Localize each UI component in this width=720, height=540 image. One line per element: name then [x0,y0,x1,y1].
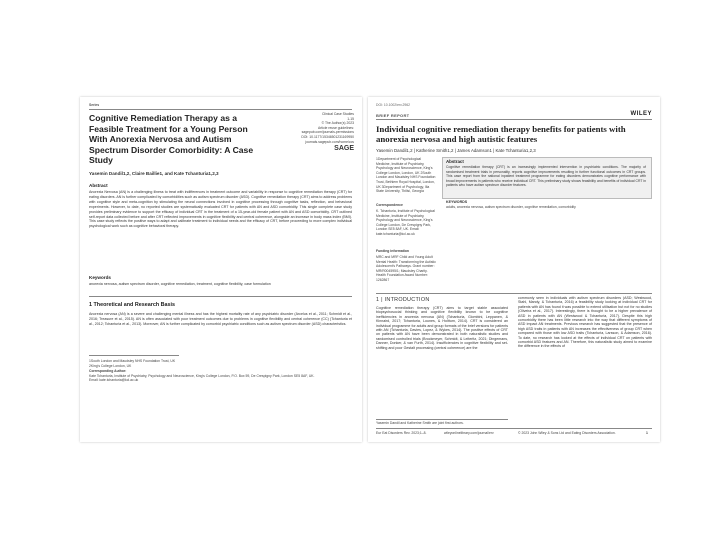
right-article-title: Individual cognitive remediation therapy benefits for patients with anorexia nervosa and high autistic features [376,124,626,145]
affiliation-line: 1South London and Maudsley NHS Foundation Trust, UK [89,359,176,363]
left-section-text: Anorexia nervosa (AN) is a severe and challenging mental illness and has the highest mortality rate of any psychiatric disorder (Arcelus et al., 2011; Schmidt et al., 2016; Treasure et al., 2015). AN is often associated with poor treatment outcomes due to problems in cognitive flexibility and central coherence (CC) (Tchanturia et al., 2012; Tchanturia et al., 2013). Moreover, AN is further complicated by comorbid psychiatric conditions such as autism spectrum disorder (ASD) characteristics. [89,312,352,326]
footer-copyright: © 2023 John Wiley & Sons Ltd and Eating Disorders Association. [518,431,616,435]
intro-column-2: commonly seen in individuals with autism spectrum disorders (ASD; Westwood, Stahl, Mandy, & Tchanturia, 2016) a feasibility study looking at individual CRT for patients with AN has found it was possible to extend utilisation but not for no studies (Oliveira et al., 2017). Interestingly, there is thought to be a higher prevalence of ASD in patients with AN (Westwood & Tchanturia, 2017). Despite this high comorbidity there has been little research into the way that different symptoms of ASD impact AN treatments. Previous research has suggested that the presence of high ASD traits in patients with AN increases the effectiveness of group CRT when compared with those with low ASD traits (Tchanturia, Larsson, & Adamson, 2016). To date, no research has looked at the effects of individual CRT on patients with comorbid ASD features and AN. Therefore, this naturalistic study aimed to examine the difference in the effects of [518,296,652,349]
affiliation-line: 2King's College London, UK [89,363,132,368]
corresponding-author-heading: Corresponding Author: [89,369,127,374]
left-article-title: Cognitive Remediation Therapy as a Feasible Treatment for a Young Person With Anorexia Nervosa and Autism Spectrum Disorder Comorbidity: A Case Study [89,113,254,166]
right-authors: Yasemin Dandil1,2 | Katherine Smith1,2 | James Adamson1 | Kate Tchanturia1,2,3 [376,148,536,153]
right-keywords-text: adults, anorexia nervosa, autism spectrum disorder, cognitive remediation, comorbidity [446,205,576,209]
right-keywords-heading: KEYWORDS [446,200,468,204]
intro-column-1: Cognitive remediation therapy (CRT) aims to target stable associated biopsychosocial thinking and cognitive flexibility known to be cognitive inefficiencies in anorexia nervosa (AN) (Tchanturia, Giombini, Leppanen, & Kinnaird, 2017; Tchanturia, Lounes, & Holttum, 2014). CRT is considered an individual programme for adults and group formats of the brief versions for patients with AN (Tchanturia, Davies, Lopez, & Wykes, 2014). The positive effects of CRT on patients with AN have been demonstrated in both naturalistic studies and randomised controlled trials (Brockmeyer, Schmidt, & Leiteritz, 2021; Dingemans, Danner, Donker, & van Furth, 2014). Insufficiencies in cognitive flexibility and set-shifting and poor Gestalt processing (central coherence) are the [376,306,508,350]
journal-info-block [270,112,354,152]
wiley-logo: WILEY [630,111,652,117]
sage-logo: SAGE [334,145,354,153]
journal-name: Clinical Case Studies [321,112,354,116]
journal-reuse: Article reuse guidelines: [318,125,354,130]
footnote-rule [376,419,508,420]
right-article-page [368,97,660,442]
header-rule [89,109,352,110]
right-abstract-text: Cognitive remediation therapy (CRT) is an increasingly implemented intervention in psychiatric conditions. The majority of randomised treatment trials in personality, reports cognitive improvements resulting in further functional outcomes in CRT groups. This case report from the national inpatient treatment programme for eating disorders demonstrates cognitive performance with broad improvements in patients who receive individual CRT. This preliminary study shows feasibility and benefits of individual CRT in patients who have autism spectrum disorder features. [446,165,646,187]
header-rule [376,119,652,120]
right-affiliations: 1Department of Psychological Medicine, Institute of Psychiatry, Psychology and Neuroscience, King's College London, London, UK 2South London and Maudsley NHS Foundation Trust, Bethlem Royal Hospital, London, UK 3Department of Psychology, Ilia State University, Tbilisi, Georgia [376,157,436,194]
correspondence-text: K. Tchanturia, Institute of Psychological Medicine, Institute of Psychiatry, Psychology and Neuroscience, King's College London, De Crespigny Park, London SE5 8AF, UK. Email: kate.tchanturia@kcl.ac.uk [376,209,435,236]
journal-permissions: sagepub.com/journals-permissions [301,130,354,135]
footer-rule [376,428,652,429]
left-abstract-heading: Abstract [89,183,108,188]
left-article-page [80,97,362,442]
left-authors: Yasemin Dandil1,2, Claire Baillie1, and Kate Tchanturia1,2,3 [89,171,219,176]
page-number: 1 [646,431,648,435]
footer-journal: Eur Eat Disorders Rev. 2023;1–8. [376,431,427,435]
right-abstract-heading: Abstract [446,159,464,164]
journal-copyright: © The Author(s) 2023 [321,121,354,126]
funding-heading: Funding information [376,249,409,253]
left-keywords-text: anorexia nervosa, autism spectrum disorder, cognitive remediation, treatment, cognitive flexibility, case formulation [89,282,271,286]
journal-pages: 1-15 [347,116,354,121]
corresponding-email: Email: kate.tchanturia@kcl.ac.uk [89,378,139,383]
left-section-heading: 1 Theoretical and Research Basis [89,302,175,308]
intro-rule [376,293,652,294]
joint-authors-footnote: Yasemin Dandil and Katherine Smith are joint first authors. [376,421,464,425]
funding-text: MRC and MRF Child and Young Adult Mental Health: Transforming the Autistic Adolescent's Pathways. Grant number: MR/R004595/1; Maudsley Charity. Health Foundation Award Number: 1262867 [376,255,436,282]
footer-site: wileyonlinelibrary.com/journal/erv [444,431,494,435]
article-type-label: BRIEF REPORT [376,113,410,118]
left-footnotes [89,359,352,383]
corresponding-author-text: Kate Tchanturia, Institute of Psychiatry, Psychology and Neuroscience, King's College London, P.O. Box 59, De Crespigny Park, London SE5 8AF, UK. [89,373,315,378]
correspondence-heading: Correspondence [376,203,403,207]
section-rule [89,296,352,297]
series-label: Series [89,103,100,107]
footnote-rule [89,355,179,356]
journal-home: journals.sagepub.com/home/ccs [305,139,354,144]
left-abstract-text: Anorexia Nervosa (AN) is a challenging illness to treat with indifferences in treatment outcome and variability in response to cognitive remediation therapy (CRT) for eating disorders. AN is further complicated by comorbidities such as autism spectrum disorder (ASD). Cognitive remediation therapy (CRT) aims to address problems with cognitive style and meta-cognition by stimulating the neural connections involved in cognitive processing through cognitive tasks, reflection, and behavioral experiments. However, to date, no reported studies are systematically evaluated CRT for patients with AN and ASD comorbidity. This single complete case study provides preliminary evidence to support the efficacy of individual CRT in the treatment of a 15-year-old female patient with AN and ASD comorbidity. CRT outlined self-report data collected before and after CRT reflected improvements in cognitive flexibility and central coherence, alongside an increase in body mass index (BMI). This case study reflects the positive ways to adapt and calibrate treatment to individual needs and the efficacy of CRT, before proceeding to more complex individual psychological work such as cognitive behavioral therapy. [89,190,352,229]
intro-heading: 1 | INTRODUCTION [376,297,430,303]
left-keywords-heading: Keywords [89,275,111,280]
journal-doi: DOI: 10.1177/15346501231169950 [301,134,354,139]
doi-line: DOI: 10.1002/erv.2962 [376,103,411,107]
